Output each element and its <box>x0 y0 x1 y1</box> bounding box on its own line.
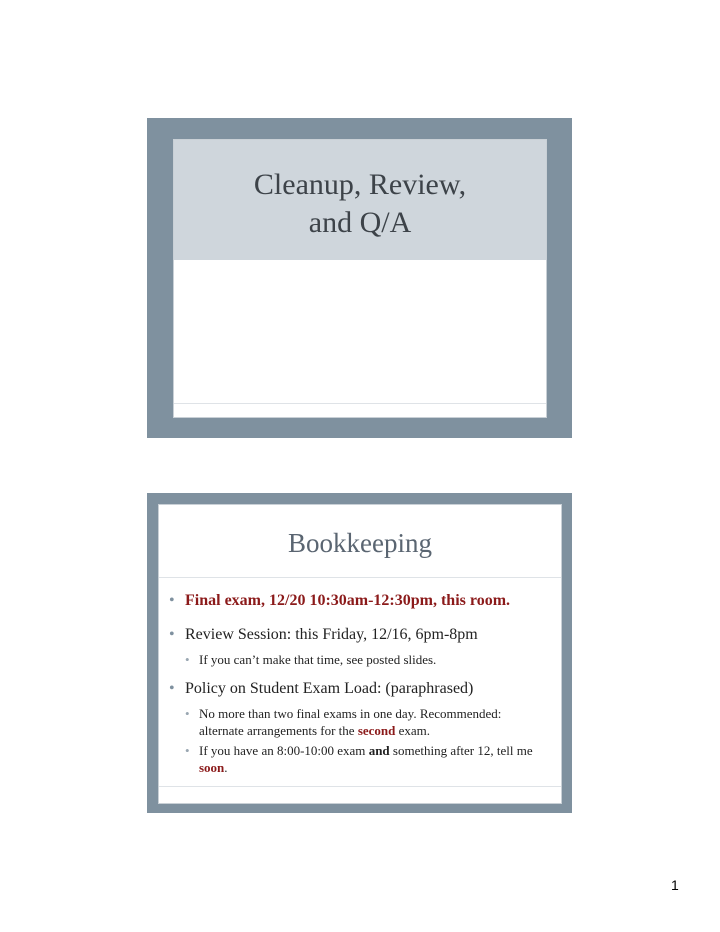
slide-title <box>147 118 572 438</box>
subbullet-two-exams-end: exam. <box>395 723 431 738</box>
emphasis-second: second <box>357 723 396 738</box>
bullet-final-exam <box>169 591 549 611</box>
emphasis-soon: soon <box>199 760 225 775</box>
subbullet-two-exams-text: No more than two final exams in one day. Recommended: alternate arrangements for the <box>199 706 502 738</box>
subbullet-tell-me <box>185 742 549 776</box>
slide-title-content <box>173 139 547 418</box>
slide-bookkeeping-content <box>158 504 562 804</box>
subbullet-two-exams <box>185 705 549 739</box>
deck-title <box>174 166 546 242</box>
bullet-dot: • <box>169 680 175 697</box>
title-band <box>174 140 546 260</box>
subbullet-dot: • <box>185 652 190 667</box>
bullet-exam-load-policy-text: Policy on Student Exam Load: (paraphrased) <box>185 680 474 697</box>
bullet-review-session-text: Review Session: this Friday, 12/16, 6pm-8pm <box>185 626 478 643</box>
bullet-dot: • <box>169 592 175 609</box>
bullet-review-session <box>169 625 549 645</box>
subbullet-tell-me-mid: something after 12, tell me <box>389 743 533 758</box>
bullet-exam-load-policy <box>169 679 549 699</box>
subbullet-dot: • <box>185 706 190 721</box>
title-divider <box>159 577 561 578</box>
footer-divider <box>174 403 546 404</box>
deck-title-line1: Cleanup, Review, <box>253 168 467 201</box>
bullet-final-exam-text: Final exam, 12/20 10:30am-12:30pm, this room. <box>185 592 511 609</box>
subbullet-posted-slides <box>185 651 549 668</box>
subbullet-dot: • <box>185 743 190 758</box>
subbullet-tell-me-end: . <box>224 760 228 775</box>
subbullet-tell-me-text: If you have an 8:00-10:00 exam <box>199 743 369 758</box>
page-number: 1 <box>671 877 679 893</box>
emphasis-and: and <box>368 743 390 758</box>
deck-title-line2: and Q/A <box>308 206 412 239</box>
bullet-dot: • <box>169 626 175 643</box>
section-title: Bookkeeping <box>288 528 432 558</box>
subbullet-posted-slides-text: If you can’t make that time, see posted slides. <box>199 652 437 667</box>
bullet-list <box>169 591 549 779</box>
footer-divider <box>159 786 561 787</box>
slide-bookkeeping <box>147 493 572 813</box>
